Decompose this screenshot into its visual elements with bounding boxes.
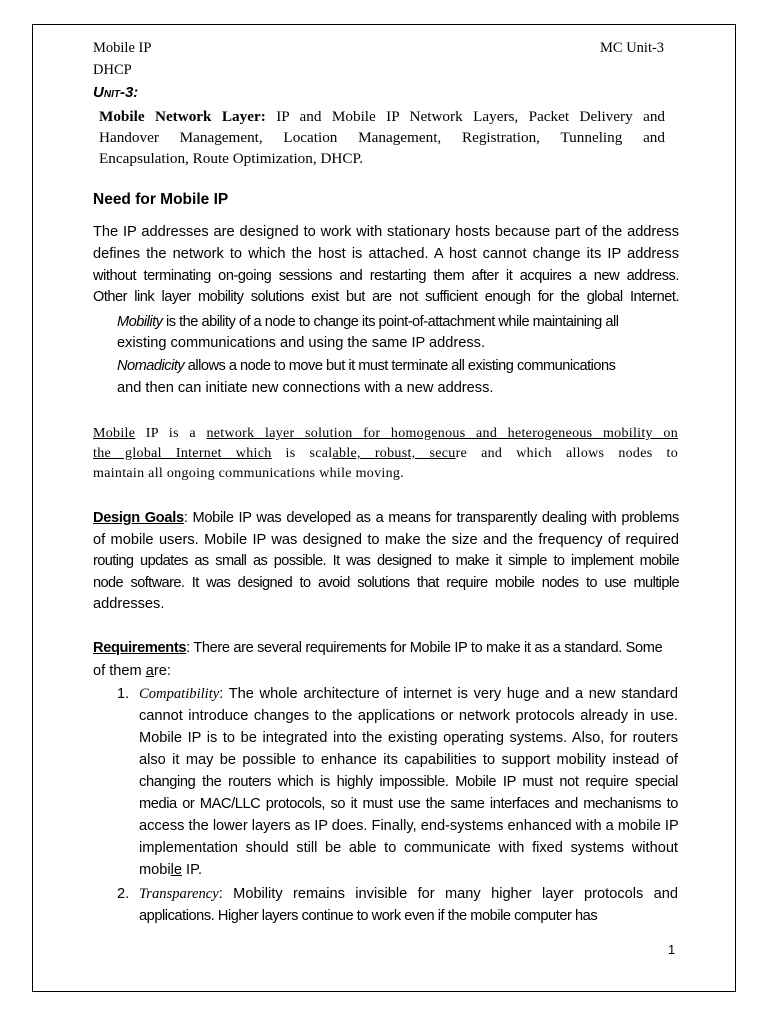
requirements-line-2: of them are:: [93, 663, 171, 679]
item-1-line-1: Compatibility: The whole architecture of internet is very huge and a new standard: [139, 686, 678, 702]
mobility-line-2: existing communications and using the same IP address.: [117, 335, 486, 351]
nomadicity-line-2: and then can initiate new connections with a new address.: [117, 380, 494, 396]
item-1-line-3: Mobile IP is to be integrated into the existing operating systems. Also, for routers: [139, 730, 678, 746]
design-goals-line-5: addresses.: [93, 596, 165, 612]
para1-line-1: The IP addresses are designed to work with stationary hosts because part of the address: [93, 224, 679, 240]
para1-line-2: defines the network to which the host is attached. A host cannot change its IP address: [93, 246, 679, 262]
design-goals-line-1: Design Goals: Mobile IP was developed as a means for transparently dealing with problems: [93, 510, 679, 526]
definition-line-2: the global Internet which is scalable, robust, secure and which allows nodes to: [93, 446, 679, 461]
item-1-line-4: also it may be possible to enhance its capabilities to support mobility instead of: [139, 752, 678, 768]
header-left: Mobile IP: [93, 40, 152, 56]
item-1-number: 1.: [117, 686, 130, 702]
header-right: MC Unit-3: [600, 40, 665, 56]
syllabus-line-2: Handover Management, Location Management, Registration, Tunneling and: [99, 129, 665, 146]
syllabus-line-1: Mobile Network Layer: IP and Mobile IP Network Layers, Packet Delivery and: [99, 108, 666, 125]
design-goals-line-2: of mobile users. Mobile IP was designed to make the size and the frequency of required: [93, 532, 679, 548]
requirements-line-1: Requirements: There are several requirements for Mobile IP to make it as a standard. Some: [93, 640, 663, 656]
section-title: Need for Mobile IP: [93, 191, 229, 208]
page-number: 1: [668, 942, 676, 957]
definition-line-3: maintain all ongoing communications while moving.: [93, 466, 404, 481]
definition-line-1: Mobile IP is a network layer solution for homogenous and heterogeneous mobility on: [93, 426, 678, 441]
item-1-line-9: mobile IP.: [139, 862, 203, 878]
item-1-line-5: changing the routers which is highly impossible. Mobile IP must not require special: [139, 774, 678, 790]
para1-line-3: without terminating on-going sessions and restarting them after it acquires a new address.: [93, 268, 679, 284]
item-2-line-2: applications. Higher layers continue to work even if the mobile computer has: [139, 908, 598, 924]
syllabus-line-3: Encapsulation, Route Optimization, DHCP.: [99, 150, 364, 167]
item-1-line-8: implementation should still be able to communicate with fixed systems without: [139, 840, 678, 856]
design-goals-line-4: node software. It was designed to avoid solutions that require mobile nodes to use multiple: [93, 575, 679, 591]
design-goals-line-3: routing updates as small as possible. It was designed to make it simple to implement mobile: [93, 553, 679, 569]
unit-title: UNIT-3:: [93, 84, 139, 101]
para1-line-4: Other link layer mobility solutions exist but are not sufficient enough for the global Internet.: [93, 289, 679, 305]
nomadicity-line-1: Nomadicity allows a node to move but it must terminate all existing communications: [117, 358, 616, 374]
item-1-line-2: cannot introduce changes to the applications or network protocols already in use.: [139, 708, 678, 724]
header-dhcp: DHCP: [93, 62, 132, 78]
item-2-number: 2.: [117, 886, 130, 902]
mobility-line-1: Mobility is the ability of a node to change its point-of-attachment while maintaining all: [117, 314, 619, 330]
item-1-line-6: media or MAC/LLC protocols, so it must use the same interfaces and mechanisms to: [139, 796, 678, 812]
item-2-line-1: Transparency: Mobility remains invisible for many higher layer protocols and: [139, 886, 678, 902]
item-1-line-7: access the lower layers as IP does. Finally, end-systems enhanced with a mobile IP: [139, 818, 679, 834]
